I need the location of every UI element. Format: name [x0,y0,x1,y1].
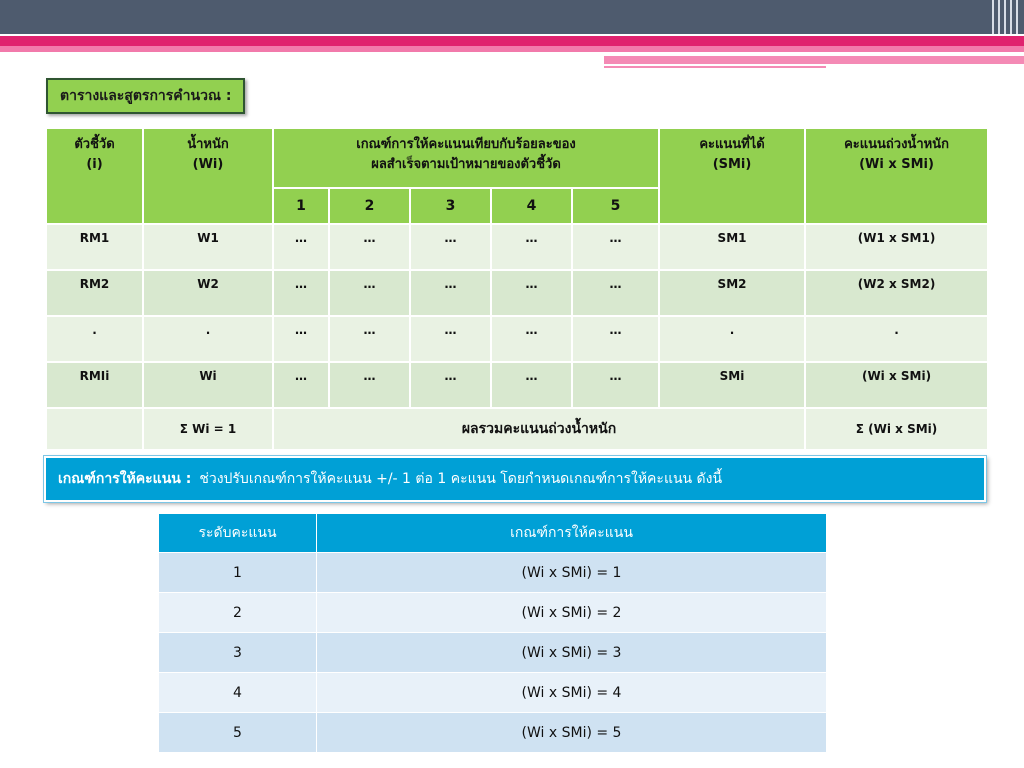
header-level-2: 2 [329,188,410,224]
table-row [46,224,988,270]
table-cell: W1 [143,224,273,270]
slide-top-bar [0,0,1024,34]
table-cell: … [572,270,659,316]
table-cell: … [273,316,329,362]
pink-accent-line [604,66,826,68]
table-row [46,270,988,316]
table-cell: 1 [159,553,317,593]
table-cell: … [273,362,329,408]
header-weight: น้ำหนัก (Wi) [143,128,273,224]
table-cell: … [572,362,659,408]
table-cell: (Wi x SMi) = 5 [317,713,827,753]
section-title [46,78,245,114]
sum-weighted-cell: Σ (Wi x SMi) [805,408,988,450]
table-cell: … [491,316,572,362]
table-cell: SMi [659,362,805,408]
header-level: ระดับคะแนน [159,514,317,553]
slide-corner-stripes [984,0,1024,34]
sum-weight-cell: Σ Wi = 1 [143,408,273,450]
table-cell: 4 [159,673,317,713]
table-cell: (W1 x SM1) [805,224,988,270]
header-score: คะแนนที่ได้ (SMi) [659,128,805,224]
table-cell: … [572,224,659,270]
level-table-header-row [159,514,827,553]
table-cell: … [410,316,491,362]
header-level-3: 3 [410,188,491,224]
table-cell: (Wi x SMi) = 2 [317,593,827,633]
table-cell: … [491,270,572,316]
score-table [45,127,989,451]
criteria-banner-label: เกณฑ์การให้คะแนน : [58,471,192,487]
criteria-banner-text: ช่วงปรับเกณฑ์การให้คะแนน +/- 1 ต่อ 1 คะแนน โดยกำหนดเกณฑ์การให้คะแนน ดังนี้ [199,471,723,487]
table-cell: Wi [143,362,273,408]
table-cell: … [491,224,572,270]
table-cell: SM1 [659,224,805,270]
table-cell: W2 [143,270,273,316]
table-cell: 5 [159,713,317,753]
table-cell: . [805,316,988,362]
header-criteria: เกณฑ์การให้คะแนนเทียบกับร้อยละของ ผลสำเร็จตามเป้าหมายของตัวชี้วัด [273,128,659,188]
table-cell: … [273,224,329,270]
table-cell: … [329,270,410,316]
table-row [159,593,827,633]
sum-row [46,408,988,450]
pink-accent-bar [0,36,1024,46]
table-row [159,633,827,673]
level-table [158,513,827,753]
table-cell: (W2 x SM2) [805,270,988,316]
table-cell: RMIi [46,362,143,408]
pink-accent-strip [604,56,1024,64]
table-cell: . [46,316,143,362]
table-row [159,673,827,713]
table-cell: (Wi x SMi) [805,362,988,408]
table-cell: … [491,362,572,408]
table-cell: … [410,362,491,408]
table-cell: … [410,270,491,316]
table-cell: . [659,316,805,362]
table-cell: . [143,316,273,362]
table-cell: … [273,270,329,316]
header-level-5: 5 [572,188,659,224]
table-row [159,553,827,593]
table-cell: (Wi x SMi) = 4 [317,673,827,713]
header-weighted-score: คะแนนถ่วงน้ำหนัก (Wi x SMi) [805,128,988,224]
table-cell: … [572,316,659,362]
table-cell: (Wi x SMi) = 3 [317,633,827,673]
header-level-1: 1 [273,188,329,224]
table-cell: RM2 [46,270,143,316]
header-indicator: ตัวชี้วัด (i) [46,128,143,224]
header-level-4: 4 [491,188,572,224]
criteria-banner [44,456,986,502]
table-cell: RM1 [46,224,143,270]
table-cell: … [329,316,410,362]
table-cell: SM2 [659,270,805,316]
pink-accent-bar-light [0,46,1024,52]
table-cell: 2 [159,593,317,633]
table-cell: (Wi x SMi) = 1 [317,553,827,593]
header-criteria-rule: เกณฑ์การให้คะแนน [317,514,827,553]
table-cell: … [410,224,491,270]
table-cell: … [329,224,410,270]
table-row [46,362,988,408]
sum-indicator-cell [46,408,143,450]
section-title-text: ตารางและสูตรการคำนวณ : [60,88,232,104]
table-cell: 3 [159,633,317,673]
table-row [46,316,988,362]
table-cell: … [329,362,410,408]
table-row [159,713,827,753]
score-table-header-row [46,128,988,188]
sum-label-cell: ผลรวมคะแนนถ่วงน้ำหนัก [273,408,805,450]
